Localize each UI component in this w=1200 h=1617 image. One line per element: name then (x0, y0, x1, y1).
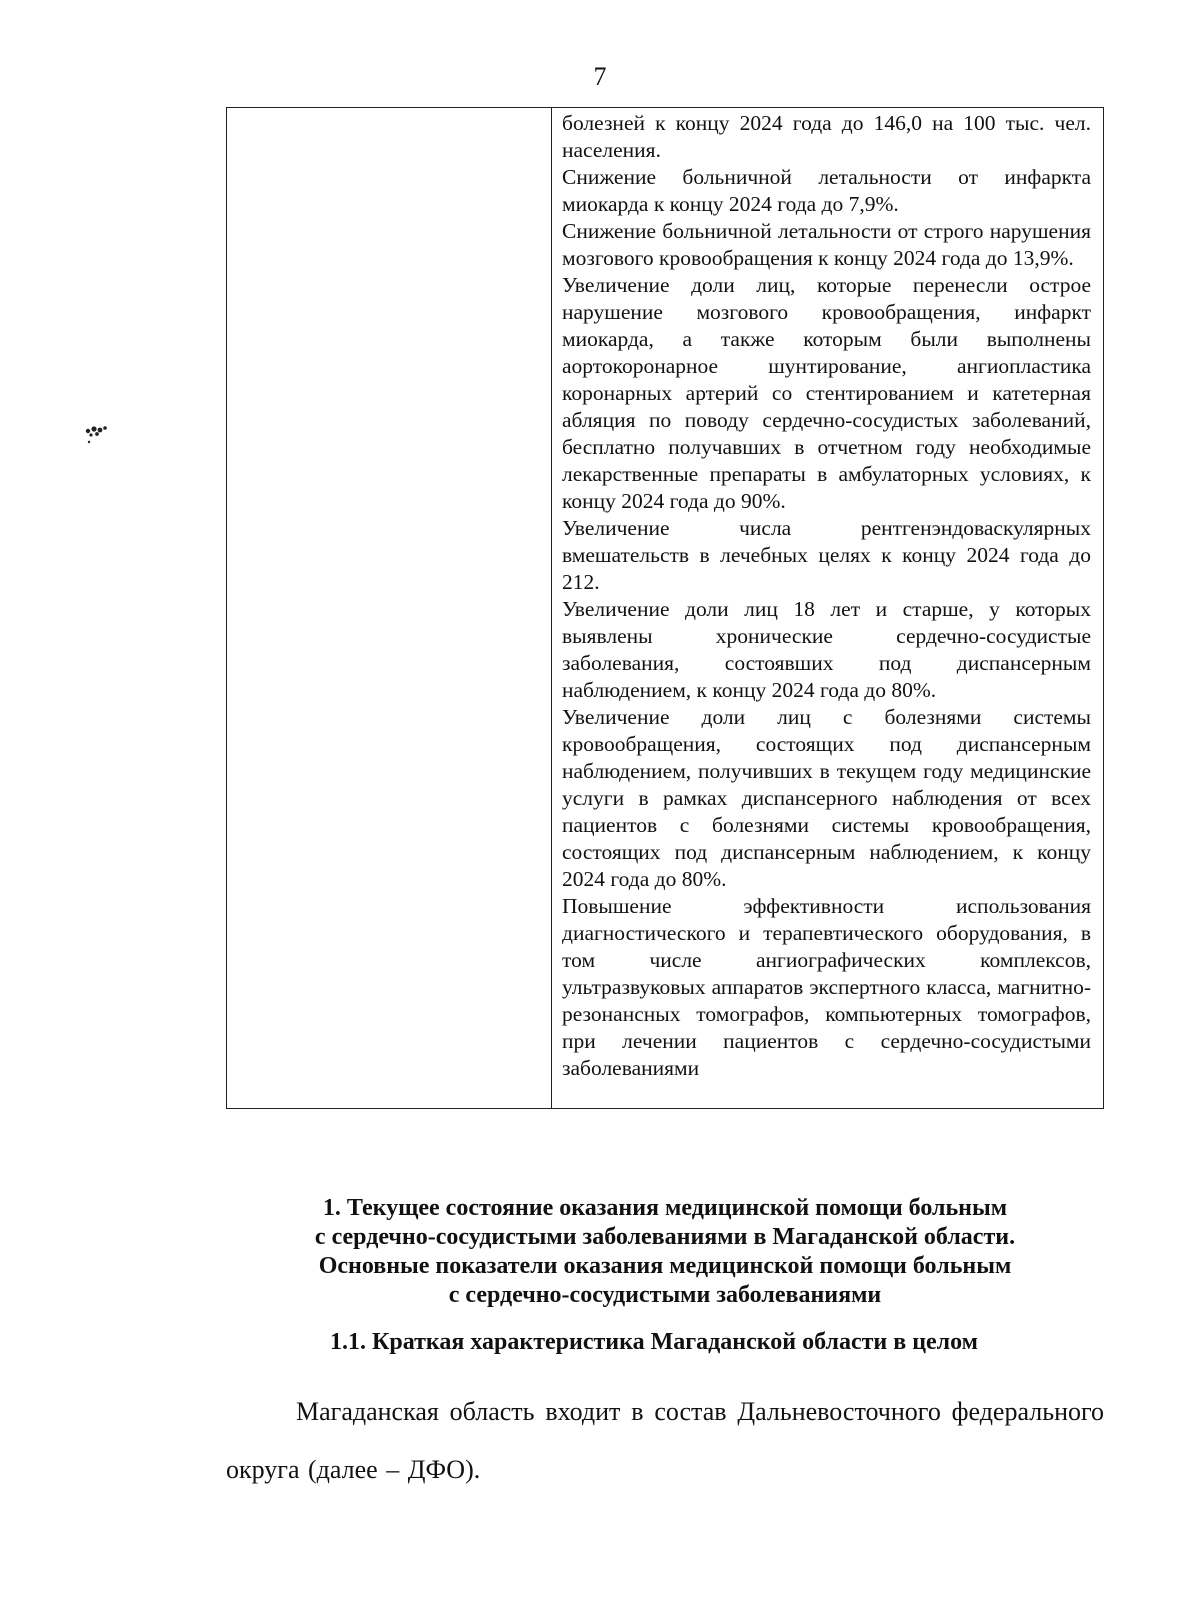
table-paragraph: Увеличение доли лиц, которые перенесли острое нарушение мозгового кровообращения, инфаркт миокарда, а также которым были выполнены аортокоронарное шунтирование, ангиопластика коронарных артерий со стентированием и катетерная абляция по поводу сердечно-сосудистых заболеваний, бесплатно получавших в отчетном году необходимые лекарственные препараты в амбулаторных условиях, к концу 2024 года до 90%. (562, 273, 1091, 513)
subsection-heading: 1.1. Краткая характеристика Магаданской области в целом (330, 1329, 979, 1355)
table-paragraph: Снижение больничной летальности от инфаркта миокарда к концу 2024 года до 7,9%. (562, 165, 1091, 216)
body-paragraph: Магаданская область входит в состав Дальневосточного федерального округа (далее – ДФО). (226, 1397, 1104, 1484)
table-paragraph: Увеличение числа рентгенэндоваскулярных вмешательств в лечебных целях к концу 2024 года до 212. (562, 516, 1091, 594)
page-number: 7 (593, 62, 607, 91)
goals-table (226, 107, 1104, 1109)
table-right-cell (552, 108, 1103, 1108)
table-paragraph: Повышение эффективности использования диагностического и терапевтического оборудования, в том числе ангиографических комплексов, ультразвуковых аппаратов экспертного класса, магнитно-резонансных томографов, компьютерных томографов, при лечении пациентов с сердечно-сосудистыми заболеваниями (562, 894, 1091, 1080)
table-paragraph: Увеличение доли лиц 18 лет и старше, у которых выявлены хронические сердечно-сосудистые заболевания, состоявших под диспансерным наблюдением, к концу 2024 года до 80%. (562, 597, 1091, 702)
section-heading: 1. Текущее состояние оказания медицинской помощи больным с сердечно-сосудистыми заболеваниями в Магаданской области. Основные показатели оказания медицинской помощи больным с сердечно-сосудистыми заболеваниями (314, 1195, 1016, 1308)
table-left-cell (227, 108, 552, 1108)
scan-artifact-mark (82, 422, 110, 446)
table-paragraph: Снижение больничной летальности от строго нарушения мозгового кровообращения к концу 2024 года до 13,9%. (562, 219, 1091, 270)
table-paragraph: болезней к концу 2024 года до 146,0 на 100 тыс. чел. населения. (562, 111, 1091, 162)
table-paragraph: Увеличение доли лиц с болезнями системы кровообращения, состоящих под диспансерным наблюдением, получивших в текущем году медицинские услуги в рамках диспансерного наблюдения от всех пациентов с болезнями системы кровообращения, состоящих под диспансерным наблюдением, к концу 2024 года до 80%. (562, 705, 1091, 891)
